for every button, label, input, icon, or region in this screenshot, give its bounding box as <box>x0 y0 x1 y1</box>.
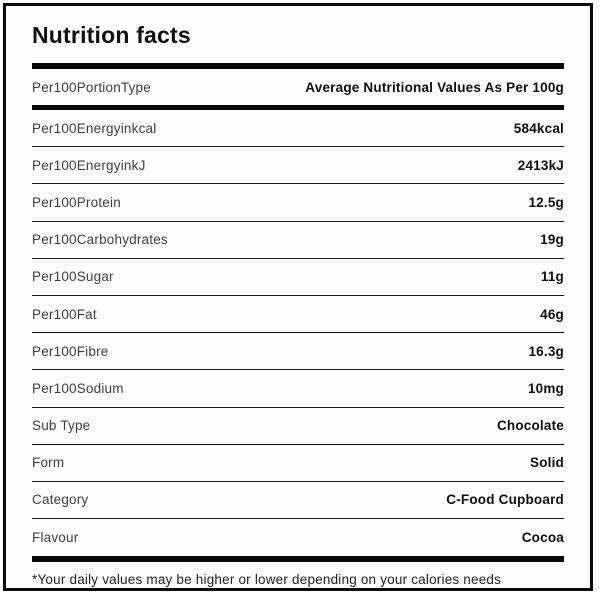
row-label: Per100Fat <box>32 306 97 322</box>
row-label: Flavour <box>32 530 79 546</box>
table-row <box>32 147 564 184</box>
row-label: Per100Sugar <box>32 269 114 285</box>
row-value: 46g <box>540 306 564 322</box>
table-row <box>32 333 564 370</box>
row-label: Category <box>32 492 89 508</box>
row-value: Cocoa <box>521 530 564 546</box>
table-row <box>32 110 564 147</box>
table-row <box>32 519 564 556</box>
row-value: 19g <box>540 232 564 248</box>
row-label: Per100Fibre <box>32 343 109 359</box>
row-label: Per100Carbohydrates <box>32 232 168 248</box>
row-value: C-Food Cupboard <box>446 492 564 508</box>
row-value: 11g <box>540 269 564 285</box>
table-row <box>32 222 564 259</box>
page-title: Nutrition facts <box>32 22 191 48</box>
row-value: 584kcal <box>513 120 564 136</box>
header-value: Average Nutritional Values As Per 100g <box>305 79 564 95</box>
row-value: 2413kJ <box>517 157 564 173</box>
nutrition-rows <box>32 110 564 556</box>
table-row <box>32 184 564 221</box>
row-value: 16.3g <box>528 343 564 359</box>
table-row <box>32 445 564 482</box>
table-header-row <box>32 69 564 105</box>
daily-values-footnote: *Your daily values may be higher or lower depending on your calories needs <box>32 572 502 588</box>
row-value: 10mg <box>527 380 564 396</box>
row-label: Per100EnergyinkJ <box>32 157 146 173</box>
row-value: Chocolate <box>496 418 564 434</box>
table-row <box>32 482 564 519</box>
row-label: Per100Energyinkcal <box>32 120 157 136</box>
nutrition-facts-card <box>3 3 593 591</box>
row-label: Form <box>32 455 65 471</box>
header-label: Per100PortionType <box>32 79 151 95</box>
table-row <box>32 408 564 445</box>
row-label: Per100Sodium <box>32 380 124 396</box>
table-row <box>32 259 564 296</box>
row-value: 12.5g <box>528 194 564 210</box>
row-value: Solid <box>530 455 564 471</box>
row-label: Sub Type <box>32 418 91 434</box>
table-row <box>32 370 564 407</box>
row-label: Per100Protein <box>32 194 121 210</box>
table-row <box>32 296 564 333</box>
